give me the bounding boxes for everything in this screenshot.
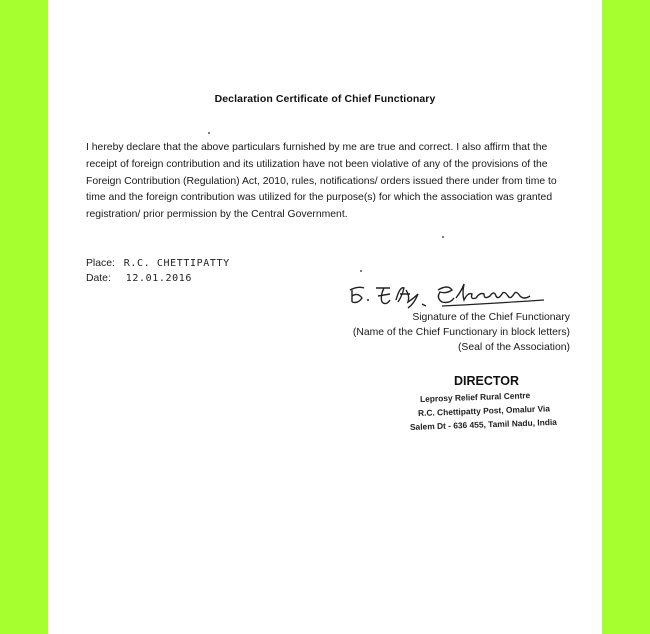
date-label: Date: (86, 273, 111, 284)
document-title: Declaration Certificate of Chief Functionary (214, 93, 436, 105)
scan-speck (442, 236, 444, 238)
name-block-caption: (Name of the Chief Functionary in block letters) (352, 327, 570, 338)
document-page (48, 0, 602, 634)
place-value: R.C. CHETTIPATTY (123, 258, 230, 269)
signature-caption: Signature of the Chief Functionary (412, 312, 570, 323)
date-field (86, 273, 192, 284)
seal-line: R.C. Chettipatty Post, Omalur Via (417, 403, 551, 418)
place-field (86, 258, 230, 269)
seal-line: Leprosy Relief Rural Centre (419, 390, 531, 404)
declaration-text: I hereby declare that the above particulars furnished by me are true and correct. I also affirm that the receipt of foreign contribution and its utilization have not been violative of any of the provisions of the Foreign Contribution (Regulation) Act, 2010, rules, notifications/ orders issued there under from time to time and the foreign contribution was utilized for the purpose(s) for which the association was granted registration/ prior permission by the Central Government. (86, 142, 557, 221)
seal-title: DIRECTOR (454, 374, 520, 388)
seal-line: Salem Dt - 636 455, Tamil Nadu, India (409, 416, 558, 432)
seal-caption: (Seal of the Association) (457, 342, 570, 353)
scan-speck (360, 270, 362, 272)
place-label: Place: (86, 258, 115, 269)
scan-speck (208, 132, 210, 134)
handwritten-signature (344, 276, 574, 316)
date-value: 12.01.2016 (125, 273, 192, 284)
